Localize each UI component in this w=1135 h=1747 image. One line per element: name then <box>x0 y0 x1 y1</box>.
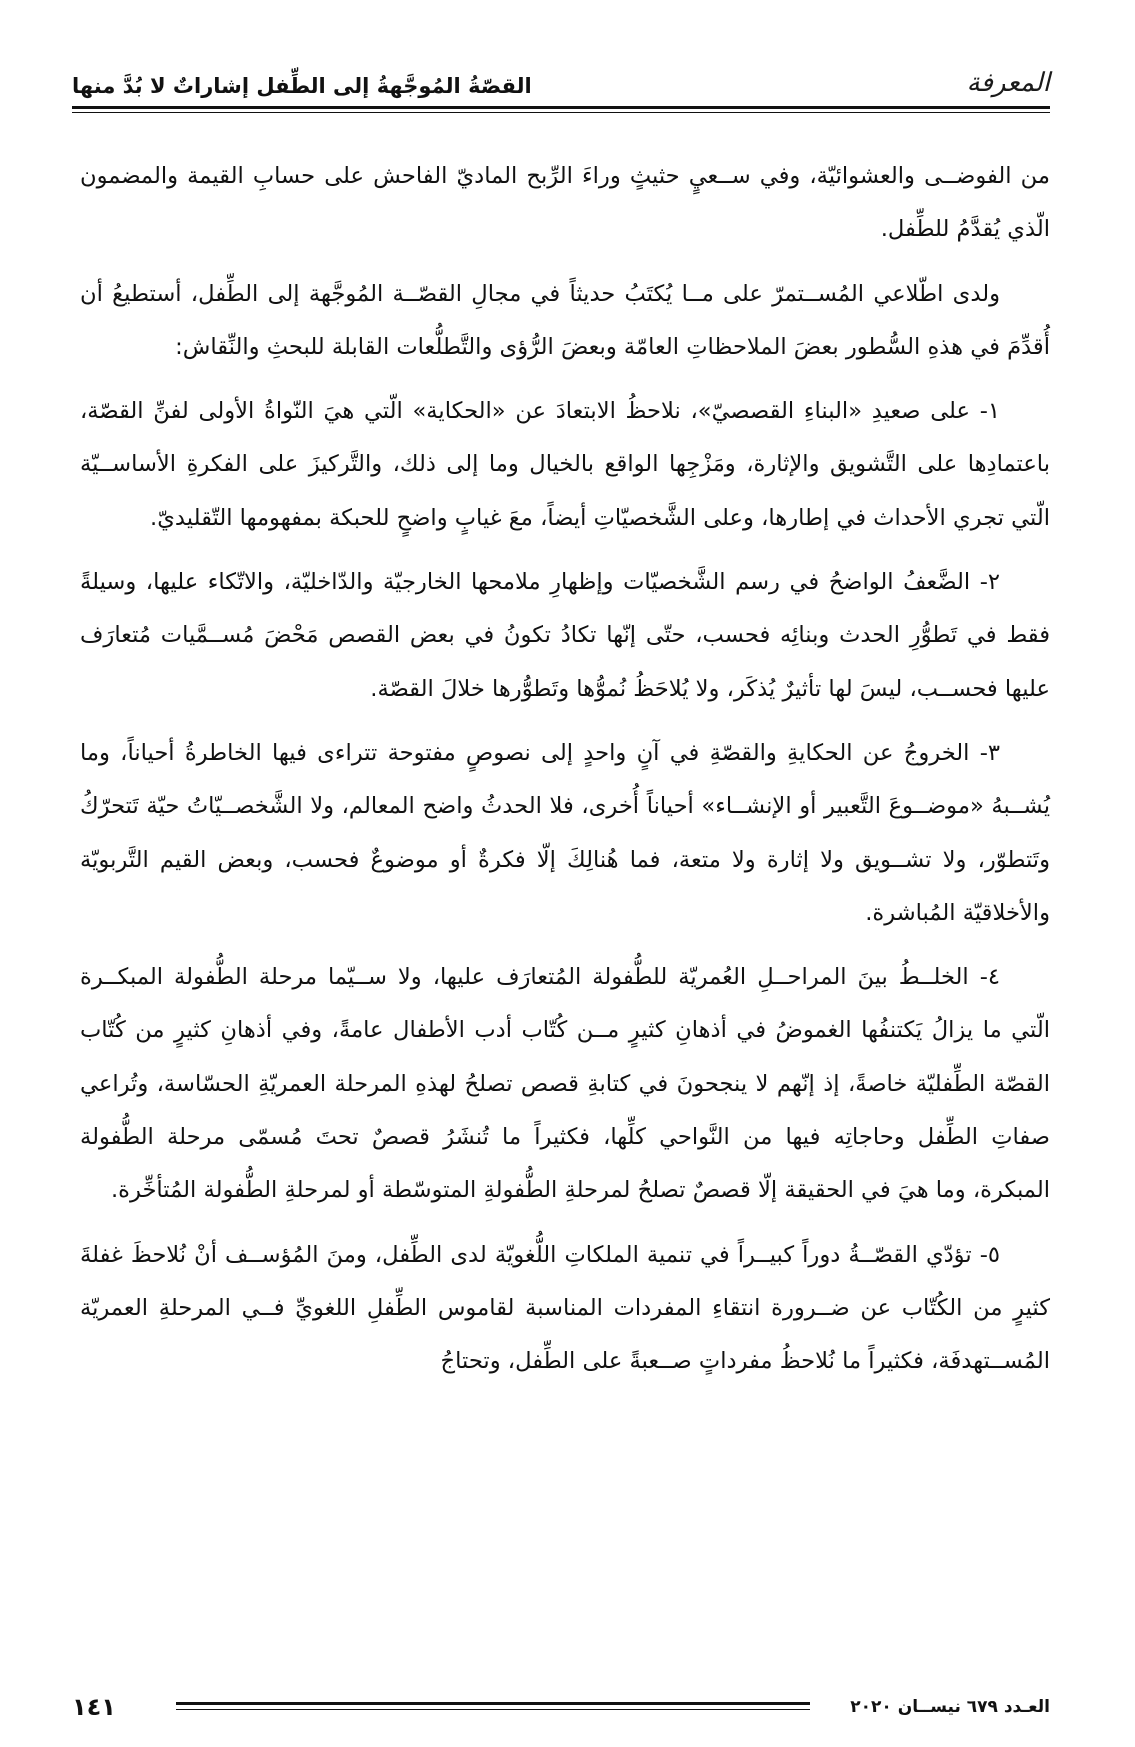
header-rule-thick <box>72 106 1050 109</box>
issue-info: العـدد ٦٧٩ نيســان ٢٠٢٠ <box>850 1697 1050 1717</box>
paragraph-point-3: ٣- الخروجُ عن الحكايةِ والقصّةِ في آنٍ واحدٍ إلى نصوصٍ مفتوحة تتراءى فيها الخاطرةُ أحياناً، وما يُشــبهُ «موضــوعَ التَّعبير أو الإنشــاء» أحياناً أُخرى، فلا الحدثُ واضح المعالم، ولا الشَّخصــيّاتُ حيّة تَتحرّكُ وتَتطوّر، ولا تشــويق ولا إثارة ولا متعة، فما هُنالِكَ إلّا فكرةٌ أو موضوعٌ فحسب، وبعض القيم التَّربويّة والأخلاقيّة المُباشرة. <box>80 739 1050 926</box>
page-header <box>72 58 1050 98</box>
paragraph-point-2: ٢- الضَّعفُ الواضحُ في رسم الشَّخصيّات وإظهارِ ملامحها الخارجيّة والدّاخليّة، والاتّكاء عليها، وسيلةً فقط في تَطوُّرِ الحدث وبنائِه فحسب، حتّى إنّها تكادُ تكونُ في بعض القصص مَحْضَ مُســمَّيات مُتعارَف عليها فحســب، ليسَ لها تأثيرٌ يُذكَر، ولا يُلاحَظُ نُموُّها وتَطوُّرها خلالَ القصّة. <box>80 569 1050 702</box>
running-title: القصّةُ المُوجَّهةُ إلى الطِّفل إشاراتٌ لا بُدَّ منها <box>72 74 532 98</box>
paragraph-intro: ولدى اطّلاعي المُســتمرّ على مــا يُكتَبُ حديثاً في مجالِ القصّــة المُوجَّهة إلى الطِّفل، أستطيعُ أن أُقدِّمَ في هذهِ السُّطور بعضَ الملاحظاتِ العامّة وبعضَ الرُّؤى والتَّطلُّعات القابلة للبحثِ والنِّقاش: <box>80 280 1050 360</box>
paragraph-point-4: ٤- الخلــطُ بينَ المراحــلِ العُمريّة للطُّفولة المُتعارَف عليها، ولا ســيّما مرحلة الطُّفولة المبكــرة الّتي ما يزالُ يَكتنفُها الغموضُ في أذهانِ كثيرٍ مــن كُتّاب أدب الأطفال عامةً، وفي أذهانِ كثيرٍ من كُتّاب القصّة الطِّفليّة خاصةً، إذ إنّهم لا ينجحونَ في كتابةِ قصص تصلحُ لهذهِ المرحلة العمريّةِ الحسّاسة، وتُراعي صفاتِ الطِّفل وحاجاتِه فيها من النَّواحي كلِّها، فكثيراً ما تُنشَرُ قصصٌ تحتَ مُسمّى مرحلة الطُّفولة المبكرة، وما هيَ في الحقيقة إلّا قصصٌ تصلحُ لمرحلةِ الطُّفولةِ المتوسّطة أو لمرحلةِ الطُّفولة المُتأخِّرة. <box>80 964 1050 1204</box>
header-rule-thin <box>72 112 1050 113</box>
paragraph-point-1: ١- على صعيدِ «البناءِ القصصيّ»، نلاحظُ الابتعادَ عن «الحكاية» الّتي هيَ النّواةُ الأولى لفنِّ القصّة، باعتمادِها على التَّشويق والإثارة، ومَزْجِها الواقع بالخيال وما إلى ذلك، والتَّركيزَ على الفكرةِ الأساســيّة الّتي تجري الأحداث في إطارها، وعلى الشَّخصيّاتِ أيضاً، معَ غيابٍ واضحٍ للحبكة بمفهومها التّقليديّ. <box>80 398 1050 531</box>
paragraph-continuation: من الفوضــى والعشوائيّة، وفي ســعيٍ حثيثٍ وراءَ الرِّبح الماديّ الفاحش على حسابِ القيمة والمضمون الّذي يُقدَّمُ للطِّفل. <box>80 163 1050 243</box>
page-number: ١٤١ <box>72 1693 116 1721</box>
paragraph-point-5: ٥- تؤدّي القصّــةُ دوراً كبيــراً في تنمية الملكاتِ اللُّغويّة لدى الطِّفل، ومنَ المُؤســف أنْ نُلاحظَ غفلةَ كثيرٍ من الكُتّاب عن ضــرورة انتقاءِ المفردات المناسبة لقاموس الطِّفلِ اللغويِّ فــي المرحلةِ العمريّة المُســتهدفَة، فكثيراً ما نُلاحظُ مفرداتٍ صــعبةً على الطِّفل، وتحتاجُ <box>80 1241 1050 1375</box>
magazine-logo: المعرفة <box>966 68 1050 98</box>
page-footer <box>72 1692 1050 1722</box>
footer-rule <box>176 1702 810 1712</box>
article-body <box>80 150 1050 1400</box>
